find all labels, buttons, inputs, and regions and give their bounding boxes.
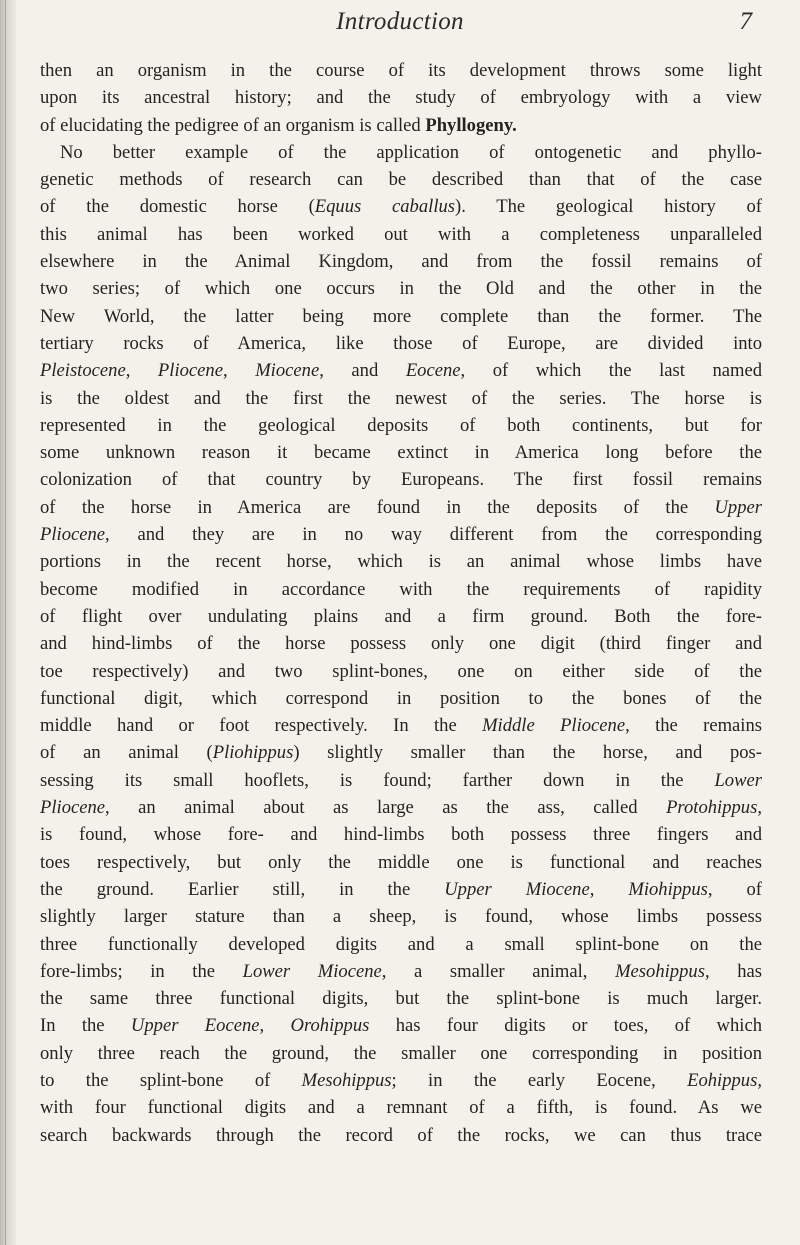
text-line: sessing its small hooflets, is found; farther down in the Lower [40, 769, 762, 791]
text-line: and hind-limbs of the horse possess only one digit (third finger and [40, 633, 762, 655]
text-line: Pliocene, an animal about as large as the ass, called Protohippus, [40, 797, 762, 819]
running-head: Introduction [336, 8, 464, 35]
text-line: represented in the geological deposits of both continents, but for [40, 414, 762, 436]
page-binding-edge [5, 0, 6, 1245]
text-line: become modified in accordance with the requirements of rapidity [40, 578, 762, 600]
text-line: of elucidating the pedigree of an organism is called Phyllogeny. [40, 114, 517, 136]
text-line: two series; of which one occurs in the Old and the other in the [40, 278, 762, 300]
page-binding-shadow [0, 0, 16, 1245]
text-line: portions in the recent horse, which is an animal whose limbs have [40, 551, 762, 573]
paragraph-start-line: No better example of the application of ontogenetic and phyllo- [60, 141, 762, 163]
text-line: with four functional digits and a remnant of a fifth, is found. As we [40, 1097, 762, 1119]
epoch-name: Middle Pliocene [482, 715, 626, 737]
text-line: slightly larger stature than a sheep, is found, whose limbs possess [40, 906, 762, 928]
epoch-name: Upper [714, 496, 762, 518]
page-header [40, 8, 760, 48]
text-line: colonization of that country by Europeans. The first fossil remains [40, 469, 762, 491]
text-line: some unknown reason it became extinct in America long before the [40, 442, 762, 464]
epoch-name: Lower [714, 769, 762, 791]
text-line: the ground. Earlier still, in the Upper Miocene, Miohippus, of [40, 878, 763, 900]
epoch-name: Pliocene [157, 360, 223, 382]
epoch-name: Upper Eocene [130, 1015, 260, 1037]
text-line: New World, the latter being more complete than the former. The [40, 305, 762, 327]
text-line: fore-limbs; in the Lower Miocene, a smaller animal, Mesohippus, has [40, 960, 762, 982]
genus-name: Mesohippus [301, 1069, 392, 1091]
page-number: 7 [739, 8, 752, 35]
genus-name: Pliohippus [212, 742, 294, 764]
epoch-name: Miocene [255, 360, 320, 382]
genus-name: Mesohippus [615, 960, 705, 982]
epoch-name: Pliocene [40, 524, 106, 546]
genus-name: Protohippus [666, 797, 758, 819]
term-phyllogeny: Phyllogeny. [425, 114, 517, 136]
text-line: of the horse in America are found in the deposits of the Upper [40, 496, 762, 518]
text-line: middle hand or foot respectively. In the Middle Pliocene, the remains [40, 715, 763, 737]
text-line: toes respectively, but only the middle one is functional and reaches [40, 851, 762, 873]
text-line: tertiary rocks of America, like those of Europe, are divided into [40, 332, 762, 354]
text-line: of flight over undulating plains and a firm ground. Both the fore- [40, 605, 762, 627]
text-line: three functionally developed digits and a small splint-bone on the [40, 933, 762, 955]
epoch-name: Pleistocene [40, 360, 126, 382]
text-line: to the splint-bone of Mesohippus; in the early Eocene, Eohippus, [40, 1069, 762, 1091]
text-line: this animal has been worked out with a completeness unparalleled [40, 223, 762, 245]
text-line: Pleistocene, Pliocene, Miocene, and Eocene, of which the last named [40, 360, 763, 382]
text-line: upon its ancestral history; and the study of embryology with a view [40, 87, 762, 109]
body-text [40, 57, 762, 1149]
text-line: then an organism in the course of its development throws some light [40, 60, 762, 81]
text-line: search backwards through the record of the rocks, we can thus trace [40, 1124, 762, 1146]
text-line: only three reach the ground, the smaller one corresponding in position [40, 1042, 762, 1064]
text-line: toe respectively) and two splint-bones, one on either side of the [40, 660, 762, 682]
genus-name: Eohippus [687, 1069, 758, 1091]
epoch-name: Upper Miocene [444, 878, 590, 900]
text-line: is found, whose fore- and hind-limbs both possess three fingers and [40, 824, 762, 846]
text-line: is the oldest and the first the newest of the series. The horse is [40, 387, 762, 409]
species-name: Equus caballus [314, 196, 456, 218]
epoch-name: Lower Miocene [242, 960, 382, 982]
genus-name: Orohippus [290, 1015, 370, 1037]
text-line: Pliocene, and they are in no way different from the corresponding [40, 524, 762, 546]
text-line: In the Upper Eocene, Orohippus has four digits or toes, of which [40, 1015, 762, 1037]
genus-name: Miohippus [628, 878, 708, 900]
epoch-name: Eocene [405, 360, 461, 382]
text-line: of an animal (Pliohippus) slightly smaller than the horse, and pos- [40, 742, 762, 764]
text-line: of the domestic horse (Equus caballus). The geological history of [40, 196, 762, 218]
text-line: genetic methods of research can be described than that of the case [40, 169, 762, 191]
text-line: functional digit, which correspond in position to the bones of the [40, 687, 762, 709]
text-line: the same three functional digits, but the splint-bone is much larger. [40, 988, 762, 1010]
epoch-name: Pliocene [40, 797, 106, 819]
text-line: elsewhere in the Animal Kingdom, and from the fossil remains of [40, 251, 762, 273]
